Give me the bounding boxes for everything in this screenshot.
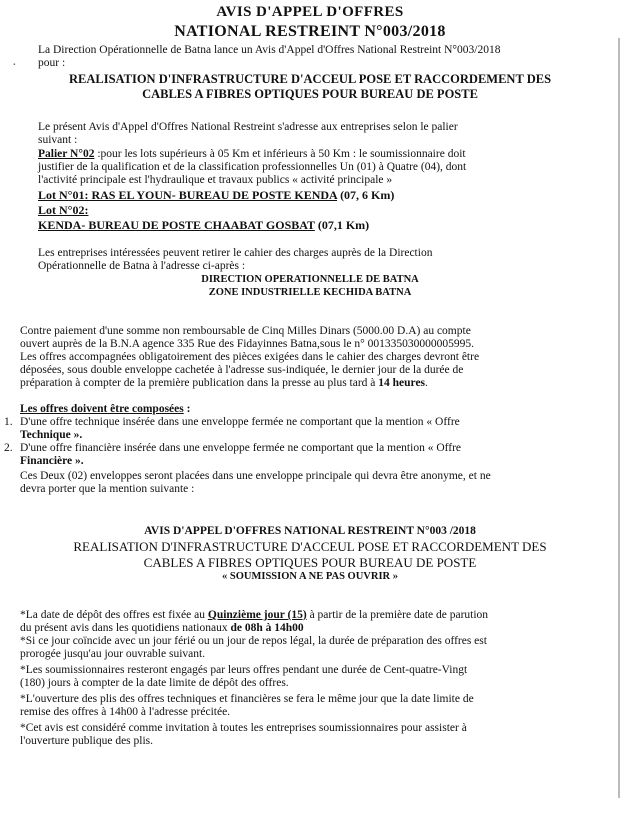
palier-text1: :pour les lots supérieurs à 05 Km et inférieurs à 50 Km : le soumissionnaire doit — [94, 148, 466, 160]
offers-heading-colon: : — [183, 403, 191, 415]
offer-item-1-number: 1. — [4, 416, 13, 428]
mention-line1: AVIS D'APPEL D'OFFRES NATIONAL RESTREINT N°003 /2018 — [144, 525, 476, 537]
address-line1: DIRECTION OPERATIONNELLE DE BATNA — [201, 274, 419, 285]
intro-pour: pour : — [38, 57, 66, 69]
payment-line2: ouvert auprès de la B.N.A agence 335 Rue des Fidayinnes Batna,sous le n° 001335030000005995. — [20, 338, 474, 350]
envelope-line1: Ces Deux (02) enveloppes seront placées dans une enveloppe principale qui devra être anonyme, et ne — [20, 470, 491, 482]
offer-item-1-line1: D'une offre technique insérée dans une enveloppe fermée ne comportant que la mention « Offre — [20, 416, 460, 428]
lot-2-label: Lot N°02: — [38, 203, 89, 217]
mention-line4: « SOUMISSION A NE PAS OUVRIR » — [221, 571, 398, 582]
condition-3-line1: *Les soumissionnaires resteront engagés par leurs offres pendant une durée de Cent-quatre-Vingt — [20, 664, 468, 676]
offers-heading — [20, 403, 620, 416]
offer-item-1-line2: Technique ». — [20, 429, 83, 441]
condition-5-line2: l'ouverture publique des plis. — [20, 735, 154, 747]
payment-line1: Contre paiement d'une somme non remboursable de Cinq Milles Dinars (5000.00 D.A) au compte — [20, 325, 471, 337]
condition-1-line2-text: du présent avis dans les quotidiens nationaux — [20, 622, 231, 634]
deadline-period: . — [425, 377, 428, 389]
deadline-hour: 14 heures — [378, 377, 426, 389]
offer-item-2-number: 2. — [4, 442, 13, 454]
envelope-line2: devra porter que la mention suivante : — [20, 483, 195, 495]
palier-line3: l'activité principale est l'hydraulique et travaux publics « activité principale » — [38, 174, 393, 186]
lot-2-distance: (07,1 Km) — [314, 218, 370, 232]
address-line2: ZONE INDUSTRIELLE KECHIDA BATNA — [208, 287, 412, 298]
palier-line1 — [38, 148, 588, 161]
notice-subtitle: NATIONAL RESTREINT N°003/2018 — [174, 23, 446, 40]
lot-1-distance: (07, 6 Km) — [337, 188, 395, 202]
lot-2-name: KENDA- BUREAU DE POSTE CHAABAT GOSBAT — [38, 218, 315, 232]
offer-item-2-line2: Financière ». — [20, 455, 84, 467]
condition-1-hours: de 08h à 14h00 — [230, 622, 304, 634]
condition-5-line1: *Cet avis est considéré comme invitation à toutes les entreprises soumissionnaires pour assister à — [20, 722, 467, 734]
offers-submission-line2: déposées, sous double enveloppe cachetée à l'adresse sus-indiquée, le dernier jour de la durée de — [20, 364, 464, 376]
subject-line1: REALISATION D'INFRASTRUCTURE D'ACCEUL POSE ET RACCORDEMENT DES — [68, 72, 552, 86]
condition-1-line2 — [20, 622, 590, 635]
condition-2-line2: prorogée jusqu'au jour ouvrable suivant. — [20, 648, 206, 660]
condition-1-line1 — [20, 609, 590, 622]
mention-line2: REALISATION D'INFRASTRUCTURE D'ACCEUL POSE ET RACCORDEMENT DES — [73, 539, 547, 554]
palier-intro-1: Le présent Avis d'Appel d'Offres National Restreint s'adresse aux entreprises selon le palier — [38, 121, 458, 133]
condition-1-day: Quinzième jour (15) — [207, 609, 307, 621]
offer-item-2-line1: D'une offre financière insérée dans une enveloppe fermée ne comportant que la mention « Offre — [20, 442, 462, 454]
lot-2 — [38, 219, 620, 232]
scan-dot: · — [12, 58, 17, 73]
notice-title: AVIS D'APPEL D'OFFRES — [216, 4, 404, 20]
offers-heading-text: Les offres doivent être composées — [20, 403, 184, 415]
retrait-line1: Les entreprises intéressées peuvent retirer le cahier des charges auprès de la Direction — [38, 247, 433, 259]
lot-1-name: Lot N°01: RAS EL YOUN- BUREAU DE POSTE KENDA — [38, 188, 338, 202]
lot-1 — [38, 189, 620, 202]
condition-2-line1: *Si ce jour coïncide avec un jour férié ou un jour de repos légal, la durée de préparation des offres est — [20, 635, 487, 647]
deadline-text: préparation à compter de la première publication dans la presse au plus tard à — [20, 377, 379, 389]
condition-4-line1: *L'ouverture des plis des offres techniques et financières se fera le même jour que la date limite de — [20, 693, 474, 705]
condition-4-line2: remise des offres à 14h00 à l'adresse précitée. — [20, 706, 231, 718]
retrait-line2: Opérationnelle de Batna à l'adresse ci-après : — [38, 260, 246, 272]
palier-line2: justifier de la qualification et de la classification professionnelles Un (01) à Quatre (04), dont — [38, 161, 467, 173]
palier-label: Palier N°02 — [38, 148, 95, 160]
condition-3-line2: (180) jours à compter de la date limite de dépôt des offres. — [20, 677, 289, 689]
intro-text: La Direction Opérationnelle de Batna lance un Avis d'Appel d'Offres National Restreint N°003/2018 — [38, 44, 501, 56]
condition-1-text: *La date de dépôt des offres est fixée au — [20, 609, 208, 621]
offers-submission-line3 — [20, 377, 588, 390]
palier-intro-2: suivant : — [38, 134, 78, 146]
subject-line2: CABLES A FIBRES OPTIQUES POUR BUREAU DE POSTE — [142, 87, 478, 101]
condition-1-text-end: à partir de la première date de parution — [306, 609, 489, 621]
mention-line3: CABLES A FIBRES OPTIQUES POUR BUREAU DE POSTE — [143, 555, 477, 570]
offers-submission-line1: Les offres accompagnées obligatoirement des pièces exigées dans le cahier des charges devront être — [20, 351, 480, 363]
